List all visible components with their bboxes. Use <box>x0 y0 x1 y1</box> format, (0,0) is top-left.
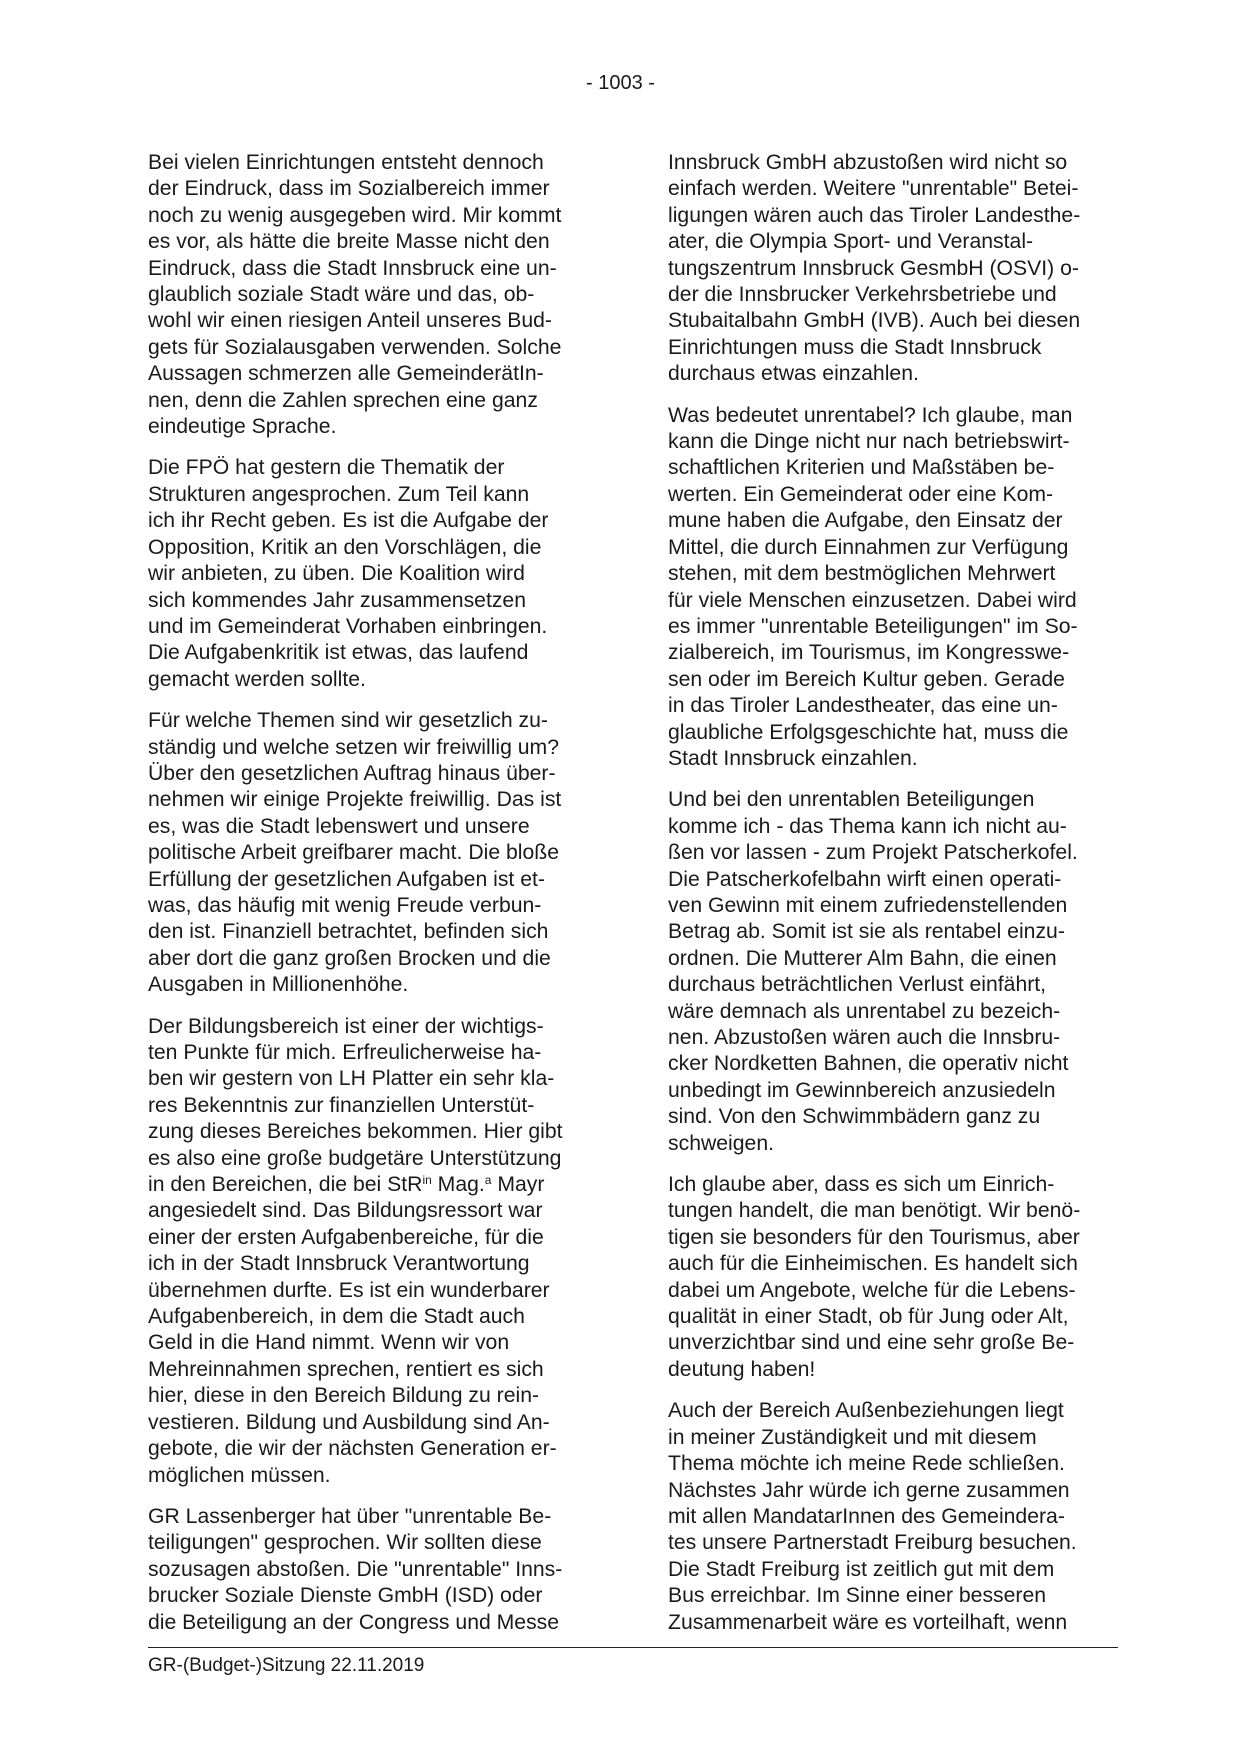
text-line: es, was die Stadt lebenswert und unsere <box>148 814 530 838</box>
text-line: Nächstes Jahr würde ich gerne zusammen <box>668 1478 1070 1502</box>
text-line: Bus erreichbar. Im Sinne einer besseren <box>668 1584 1047 1608</box>
text-line: stehen, mit dem bestmöglichen Mehrwert <box>668 562 1056 586</box>
text-line: möglichen müssen. <box>148 1463 331 1487</box>
text-line: die Beteiligung an der Congress und Messe <box>148 1610 560 1634</box>
paragraph <box>148 1504 598 1636</box>
text-line: Ich glaube aber, dass es sich um Einrich- <box>668 1173 1055 1197</box>
text-line: Was bedeutet unrentabel? Ich glaube, man <box>668 403 1073 427</box>
text-line: sozusagen abstoßen. Die "unrentable" Inns- <box>148 1557 563 1581</box>
name-mayr: Mayr <box>491 1173 545 1197</box>
text-line: ben wir gestern von LH Platter ein sehr kla- <box>148 1067 555 1091</box>
paragraph <box>668 403 1118 773</box>
paragraph <box>668 1398 1118 1636</box>
text-line: Betrag ab. Somit ist sie als rentabel einzu- <box>668 920 1065 944</box>
text-line: Mehreinnahmen sprechen, rentiert es sich <box>148 1357 544 1381</box>
text-line: GR Lassenberger hat über "unrentable Be- <box>148 1504 552 1528</box>
paragraph <box>668 787 1118 1157</box>
text-line: vestieren. Bildung und Ausbildung sind An- <box>148 1410 550 1434</box>
text-line: zung dieses Bereiches bekommen. Hier gibt <box>148 1120 563 1144</box>
text-line: Einrichtungen muss die Stadt Innsbruck <box>668 335 1042 359</box>
text-line: kann die Dinge nicht nur nach betriebswirt- <box>668 430 1070 454</box>
text-line: cker Nordketten Bahnen, die operativ nicht <box>668 1052 1069 1076</box>
text-line: nehmen wir einige Projekte freiwillig. Das ist <box>148 788 562 812</box>
text-line: Die Aufgabenkritik ist etwas, das laufend <box>148 641 529 665</box>
text-line: Die Stadt Freiburg ist zeitlich gut mit dem <box>668 1557 1055 1581</box>
paragraph <box>668 1172 1118 1383</box>
text-line: gets für Sozialausgaben verwenden. Solche <box>148 335 562 359</box>
text-line: in das Tiroler Landestheater, das eine un- <box>668 694 1058 718</box>
text-line: Der Bildungsbereich ist einer der wichtigs- <box>148 1014 544 1038</box>
text-line: ten Punkte für mich. Erfreulicherweise ha- <box>148 1041 542 1064</box>
text-line: in den Bereichen, die bei StR$^{in}$ Mag.$^a$ Mayr <box>148 1173 545 1197</box>
text-line: Eindruck, dass die Stadt Innsbruck eine un- <box>148 256 557 280</box>
text-line: gemacht werden sollte. <box>148 667 366 691</box>
text-line: Und bei den unrentablen Beteiligungen <box>668 788 1035 812</box>
text-line: Mittel, die durch Einnahmen zur Verfügung <box>668 535 1069 559</box>
text-line: einer der ersten Aufgabenbereiche, für die <box>148 1225 544 1249</box>
footer-session-date: GR-(Budget-)Sitzung 22.11.2019 <box>148 1655 425 1676</box>
text-line: eindeutige Sprache. <box>148 415 337 439</box>
page-number: - 1003 - <box>586 72 655 94</box>
right-column <box>668 150 1118 1651</box>
text-line: durchaus beträchtlichen Verlust einfährt, <box>668 973 1047 997</box>
text-line: es vor, als hätte die breite Masse nicht den <box>148 230 550 254</box>
title-mag: Mag. <box>431 1173 485 1197</box>
text-line: in meiner Zuständigkeit und mit diesem <box>668 1425 1037 1449</box>
text-line: brucker Soziale Dienste GmbH (ISD) oder <box>148 1584 543 1608</box>
text-line: tungen handelt, die man benötigt. Wir benö- <box>668 1199 1081 1223</box>
text-line: Innsbruck GmbH abzustoßen wird nicht so <box>668 151 1068 174</box>
text-line: Für welche Themen sind wir gesetzlich zu- <box>148 709 548 733</box>
text-line: den ist. Finanziell betrachtet, befinden sich <box>148 920 549 944</box>
text-line: noch zu wenig ausgegeben wird. Mir kommt <box>148 203 562 227</box>
text-line: deutung haben! <box>668 1357 816 1381</box>
text-line: wohl wir einen riesigen Anteil unseres Bud- <box>148 309 552 333</box>
text-line: unbedingt im Gewinnbereich anzusiedeln <box>668 1078 1056 1102</box>
text-line: komme ich - das Thema kann ich nicht au- <box>668 814 1067 838</box>
text-line: mune haben die Aufgabe, den Einsatz der <box>668 509 1063 533</box>
text-line: angesiedelt sind. Das Bildungsressort war <box>148 1199 543 1223</box>
text-line: Bei vielen Einrichtungen entsteht dennoch <box>148 151 544 174</box>
paragraph <box>148 708 598 998</box>
text-line: Aufgabenbereich, in dem die Stadt auch <box>148 1305 525 1329</box>
text-line: tungszentrum Innsbruck GesmbH (OSVI) o- <box>668 256 1079 280</box>
text-line: Stubaitalbahn GmbH (IVB). Auch bei diesen <box>668 309 1081 333</box>
text-line: durchaus etwas einzahlen. <box>668 362 919 386</box>
text-line: Die Patscherkofelbahn wirft einen operati- <box>668 867 1062 891</box>
text-line: hier, diese in den Bereich Bildung zu rein- <box>148 1384 540 1408</box>
text-line: Die FPÖ hat gestern die Thematik der <box>148 456 505 480</box>
text-line: ich in der Stadt Innsbruck Verantwortung <box>148 1252 530 1276</box>
text-line: unverzichtbar sind und eine sehr große Be- <box>668 1331 1075 1355</box>
text-line: wäre demnach als unrentabel zu bezeich- <box>668 999 1061 1023</box>
text-line: Ausgaben in Millionenhöhe. <box>148 973 409 997</box>
text-line: Strukturen angesprochen. Zum Teil kann <box>148 482 530 506</box>
left-column <box>148 150 598 1651</box>
text-line: ständig und welche setzen wir freiwillig um? <box>148 735 559 759</box>
text-line: schweigen. <box>668 1131 774 1155</box>
text-line: es immer "unrentable Beteiligungen" im So- <box>668 614 1078 638</box>
text-line: mit allen MandatarInnen des Gemeindera- <box>668 1504 1065 1528</box>
text-line: Aussagen schmerzen alle GemeinderätIn- <box>148 362 544 386</box>
text-line: tes unsere Partnerstadt Freiburg besuchen. <box>668 1531 1077 1555</box>
paragraph <box>148 150 598 440</box>
text-line: Auch der Bereich Außenbeziehungen liegt <box>668 1399 1064 1423</box>
text-line: der die Innsbrucker Verkehrsbetriebe und <box>668 283 1057 307</box>
text-line: ven Gewinn mit einem zufriedenstellenden <box>668 893 1068 917</box>
text-line: res Bekenntnis zur finanziellen Unterstüt- <box>148 1093 535 1117</box>
text-line: schaftlichen Kriterien und Maßstäben be- <box>668 456 1055 480</box>
paragraph <box>148 455 598 693</box>
text-line: tigen sie besonders für den Tourismus, aber <box>668 1225 1080 1249</box>
text-line: Erfüllung der gesetzlichen Aufgaben ist et- <box>148 867 545 891</box>
text-line: ater, die Olympia Sport- und Veranstal- <box>668 230 1034 254</box>
text-line: aber dort die ganz großen Brocken und die <box>148 946 551 970</box>
text-line: politische Arbeit greifbarer macht. Die bloße <box>148 841 559 865</box>
text-line: glaublich soziale Stadt wäre und das, ob- <box>148 283 535 307</box>
text-line: sen oder im Bereich Kultur geben. Gerade <box>668 667 1065 691</box>
superscript-a: a <box>484 1173 492 1188</box>
text-line: sich kommendes Jahr zusammensetzen <box>148 588 527 612</box>
text-line: sind. Von den Schwimmbädern ganz zu <box>668 1105 1041 1129</box>
text-line: auch für die Einheimischen. Es handelt sich <box>668 1252 1078 1276</box>
text-line: Thema möchte ich meine Rede schließen. <box>668 1452 1065 1476</box>
paragraph <box>668 150 1118 388</box>
text-line: für viele Menschen einzusetzen. Dabei wird <box>668 588 1077 612</box>
text-line: Opposition, Kritik an den Vorschlägen, die <box>148 535 542 559</box>
text-line: glaubliche Erfolgsgeschichte hat, muss die <box>668 720 1069 744</box>
text-line: gebote, die wir der nächsten Generation er- <box>148 1437 557 1461</box>
text-line: ßen vor lassen - zum Projekt Patscherkofel. <box>668 841 1078 865</box>
text-line: der Eindruck, dass im Sozialbereich immer <box>148 177 550 201</box>
text-line: nen, denn die Zahlen sprechen eine ganz <box>148 388 538 412</box>
paragraph <box>148 1014 598 1489</box>
text-line: dabei um Angebote, welche für die Lebens- <box>668 1278 1076 1302</box>
text-line: qualität in einer Stadt, ob für Jung oder Alt, <box>668 1305 1069 1329</box>
text-line: zialbereich, im Tourismus, im Kongresswe- <box>668 641 1070 665</box>
text-line: übernehmen durfte. Es ist ein wunderbarer <box>148 1278 550 1302</box>
text-line: ordnen. Die Mutterer Alm Bahn, die einen <box>668 946 1057 970</box>
text-line: einfach werden. Weitere "unrentable" Betei- <box>668 177 1079 201</box>
text-line: es also eine große budgetäre Unterstützung <box>148 1146 562 1170</box>
text-line: und im Gemeinderat Vorhaben einbringen. <box>148 614 548 638</box>
superscript-in: in <box>422 1173 432 1188</box>
text-line: wir anbieten, zu üben. Die Koalition wird <box>148 562 525 586</box>
text-line: Geld in die Hand nimmt. Wenn wir von <box>148 1331 510 1355</box>
text-line: was, das häufig mit wenig Freude verbun- <box>148 893 542 917</box>
text-line: ich ihr Recht geben. Es ist die Aufgabe der <box>148 509 549 533</box>
footer-divider <box>148 1647 1118 1648</box>
text-line: werten. Ein Gemeinderat oder eine Kom- <box>668 482 1054 506</box>
text-line: ligungen wären auch das Tiroler Landesthe- <box>668 203 1081 227</box>
text-line: nen. Abzustoßen wären auch die Innsbru- <box>668 1026 1061 1049</box>
text-line: teiligungen" gesprochen. Wir sollten diese <box>148 1531 542 1555</box>
text-line: Über den gesetzlichen Auftrag hinaus über- <box>148 761 556 785</box>
text-line: Stadt Innsbruck einzahlen. <box>668 746 918 770</box>
text-line: Zusammenarbeit wäre es vorteilhaft, wenn <box>668 1610 1068 1634</box>
